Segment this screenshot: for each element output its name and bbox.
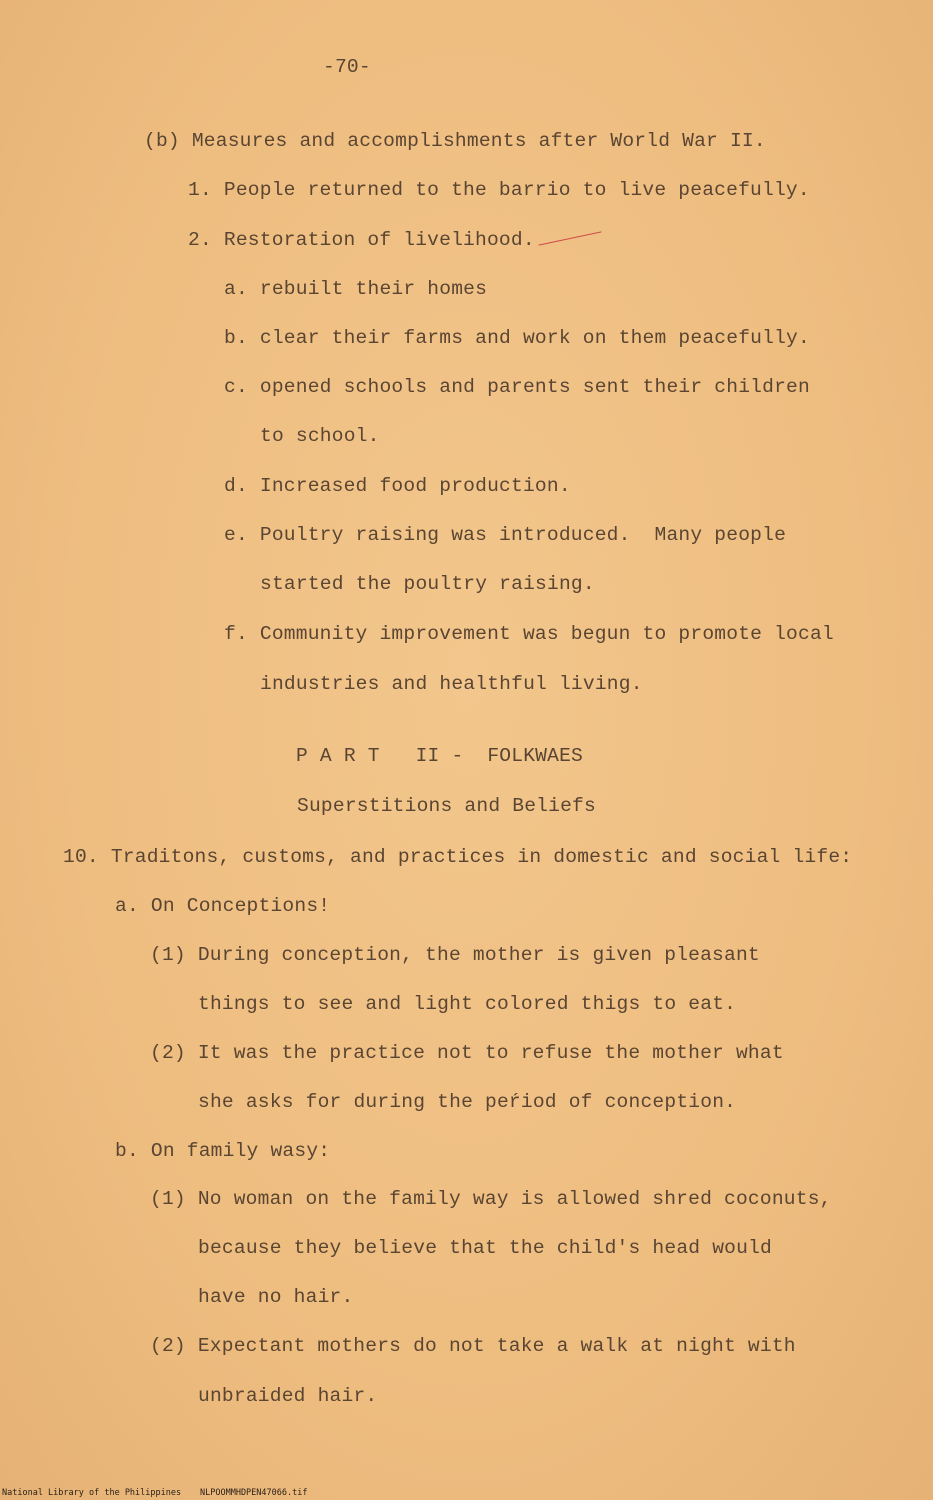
list-item-10a1: (1) During conception, the mother is given pleasant <box>150 944 760 966</box>
list-item-10b2-continued: unbraided hair. <box>198 1385 378 1407</box>
footer-library-name: National Library of the Philippines <box>2 1488 182 1498</box>
list-item-10b1-continued-1: because they believe that the child's head would <box>198 1237 772 1259</box>
list-item-10a: a. On Conceptions! <box>115 895 331 917</box>
list-item-10b2: (2) Expectant mothers do not take a walk at night with <box>150 1335 796 1357</box>
section-b-heading: (b) Measures and accomplishments after World War II. <box>144 130 766 152</box>
list-item-10a1-continued: things to see and light colored thigs to eat. <box>198 993 737 1015</box>
list-item-10b1: (1) No woman on the family way is allowed shred coconuts, <box>150 1188 832 1210</box>
list-item-2e-continued: started the poultry raising. <box>260 573 595 595</box>
red-pen-mark <box>539 231 602 245</box>
list-item-2e: e. Poultry raising was introduced. Many people <box>224 524 787 546</box>
list-item-2: 2. Restoration of livelihood. <box>188 229 535 251</box>
list-item-10a2-continued: she asks for during the peŕiod of conception. <box>198 1091 737 1113</box>
part-subheading: Superstitions and Beliefs <box>297 795 596 817</box>
footer-file-name: NLPOOMMHDPEN47066.tif <box>200 1488 308 1498</box>
list-item-2c: c. opened schools and parents sent their children <box>224 376 810 398</box>
list-item-1: 1. People returned to the barrio to live peacefully. <box>188 179 810 201</box>
list-item-10: 10. Traditons, customs, and practices in domestic and social life: <box>63 846 853 868</box>
list-item-10b1-continued-2: have no hair. <box>198 1286 354 1308</box>
list-item-10a2: (2) It was the practice not to refuse the mother what <box>150 1042 784 1064</box>
list-item-2c-continued: to school. <box>260 425 380 447</box>
list-item-2d: d. Increased food production. <box>224 475 571 497</box>
part-heading: P A R T II - FOLKWAES <box>296 745 583 767</box>
list-item-2a: a. rebuilt their homes <box>224 278 488 300</box>
list-item-2f: f. Community improvement was begun to promote local <box>224 623 834 645</box>
list-item-2f-continued: industries and healthful living. <box>260 673 643 695</box>
list-item-10b: b. On family wasy: <box>115 1140 331 1162</box>
page-number: -70- <box>323 56 371 78</box>
list-item-2b: b. clear their farms and work on them peacefully. <box>224 327 810 349</box>
